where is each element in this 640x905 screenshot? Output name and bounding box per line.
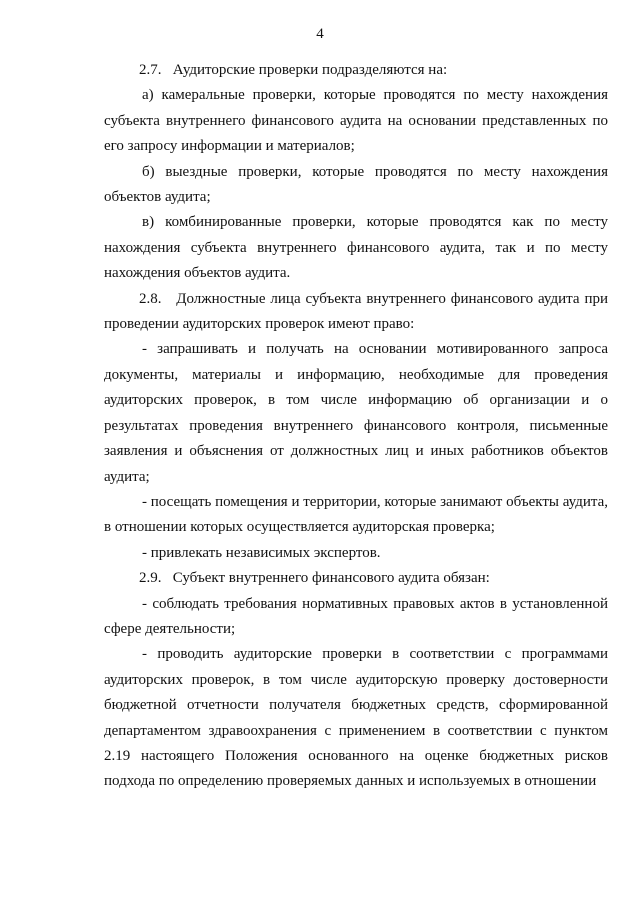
right-visit-premises: - посещать помещения и территории, которые занимают объекты аудита, в отношении которых осуществляется аудиторская проверка; <box>104 493 608 536</box>
section-2-9-heading: 2.9. Субъект внутреннего финансового аудита обязан: <box>139 570 490 587</box>
list-item-b-field-audits: б) выездные проверки, которые проводятся по месту нахождения объектов аудита; <box>104 163 608 206</box>
section-2-8-heading: 2.8. Должностные лица субъекта внутреннего финансового аудита при проведении аудиторских проверок имеют право: <box>104 290 608 333</box>
list-item-c-combined-audits: в) комбинированные проверки, которые проводятся как по месту нахождения субъекта внутреннего финансового аудита, так и по месту нахождения объектов аудита. <box>104 214 608 282</box>
duty-conduct-audits: - проводить аудиторские проверки в соответствии с программами аудиторских проверок, в том числе аудиторскую проверку достоверности бюджетной отчетности получателя бюджетных средств, сформированной департаментом здравоохранения с применением в соответствии с пунктом 2.19 настоящего Положения основанного на оценке бюджетных рисков подхода по определению проверяемых данных и используемых в отношении <box>104 646 608 790</box>
page-number: 4 <box>316 26 324 42</box>
right-request-documents: - запрашивать и получать на основании мотивированного запроса документы, материалы и информацию, необходимые для проведения аудиторских проверок, в том числе информацию об организации и о результатах проведения внутреннего финансового контроля, письменные заявления и объяснения от должностных лиц и иных работников объектов аудита; <box>104 341 608 485</box>
list-item-a-desk-audits: а) камеральные проверки, которые проводятся по месту нахождения субъекта внутреннего финансового аудита на основании представленных по его запросу информации и материалов; <box>104 87 608 155</box>
duty-comply-regulations: - соблюдать требования нормативных правовых актов в установленной сфере деятельности; <box>104 595 608 637</box>
right-engage-experts: - привлекать независимых экспертов. <box>142 544 381 561</box>
document-body <box>104 58 608 795</box>
section-2-7-heading: 2.7. Аудиторские проверки подразделяются на: <box>139 62 448 78</box>
